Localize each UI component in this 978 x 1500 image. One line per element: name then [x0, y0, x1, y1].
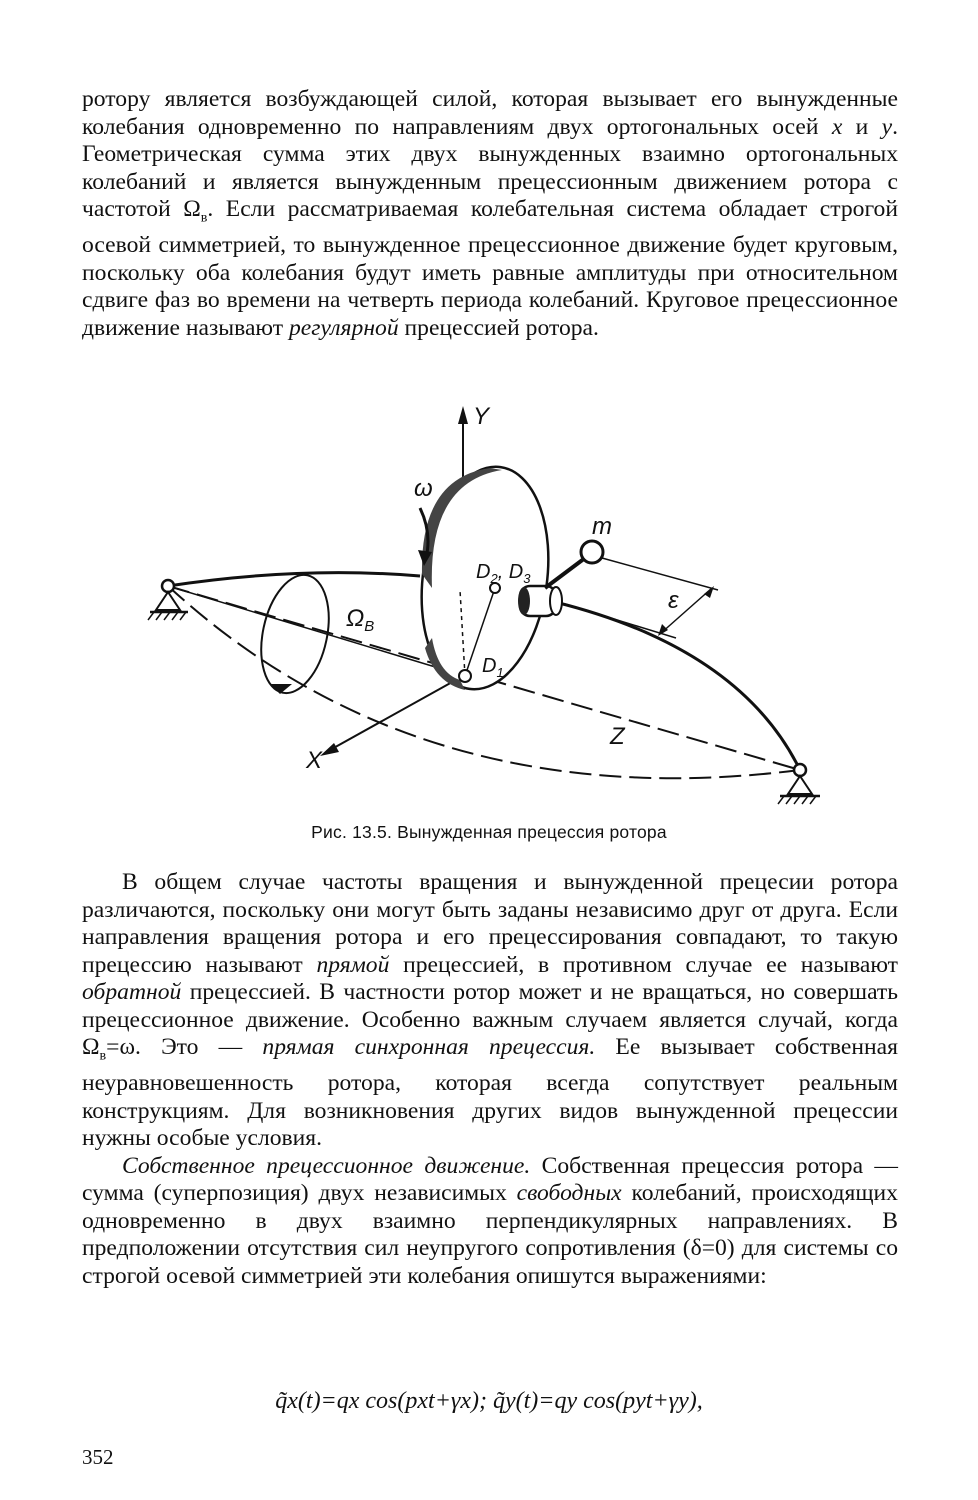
label-y: Y: [473, 403, 490, 430]
point-D1: [459, 670, 471, 682]
unbalance-mass: [581, 541, 603, 563]
paragraph-top: [82, 86, 898, 342]
page-number: 352: [82, 1445, 114, 1469]
rotor-precession-diagram: [120, 398, 840, 810]
shaft-left: [168, 573, 420, 586]
figure-caption: Рис. 13.5. Вынужденная прецессия ротора: [311, 822, 667, 842]
paragraph-3: Собственное прецессионное движение. Собственная прецессия ротора — сумма (суперпозиция) двух независимых свободных колебаний, происходящих одновременно в двух взаимно перпендикулярных направлениях. В предположении отсутствия сил неупругого сопротивления (δ=0) для системы со строгой осевой симметрией эти колебания опишутся выражениями:: [82, 1152, 898, 1289]
paragraph-bottom: [82, 869, 898, 1290]
paragraph-2: В общем случае частоты вращения и вынужденной прецесии ротора различаются, поскольку они могут быть заданы независимо друг от друга. Если направления вращения ротора и его прецессирования совпадают, то такую прецессию называют прямой прецессией, в противном случае ее называют обратной прецессией. В частности ротор может и не вращаться, но совершать прецессионное движение. Особенно важным случаем является случай, когда $\Omega_в=\omega$. Это — прямая синхронная прецессия. Ее вызывает собственная неуравновешенность ротора, которая всегда сопутствует реальным конструкциям. Для возникновения других видов вынужденной прецессии нужны особые условия.: [82, 869, 898, 1152]
paragraph-1: ротору является возбуждающей силой, которая вызывает его вынужденные колебания одновременно по направлениям двух ортогональных осей x и y. Геометрическая сумма этих двух вынужденных взаимно ортогональных колебаний и является вынужденным прецессионным движением ротора с частотой $\Omega_в$. Если рассматриваемая колебательная система обладает строгой осевой симметрией, то вынужденное прецессионное движение будет круговым, поскольку оба колебания будут иметь равные амплитуды при относительном сдвиге фаз во времени на четверть периода колебаний. Круговое прецессионное движение называют регулярной прецессией ротора.: [82, 86, 898, 341]
label-D2-D3: $D_2$, $D_3$: [476, 561, 531, 586]
x-axis: [330, 676, 463, 750]
label-omega: ω: [414, 475, 433, 502]
label-m: m: [592, 513, 612, 540]
right-support: [788, 776, 812, 794]
y-axis-arrow: [458, 406, 468, 424]
label-epsilon: ε: [668, 587, 679, 614]
label-D1: $D_1$: [482, 655, 504, 680]
label-Omega-v: $\Omega_B$: [346, 605, 375, 635]
equation: q̃x(t)=qx cos(pxt+γx); q̃y(t)=qy cos(pyt+γy),: [275, 1388, 703, 1414]
shaft-right: [555, 602, 800, 770]
label-x: X: [306, 747, 323, 774]
label-z: Z: [610, 723, 625, 750]
